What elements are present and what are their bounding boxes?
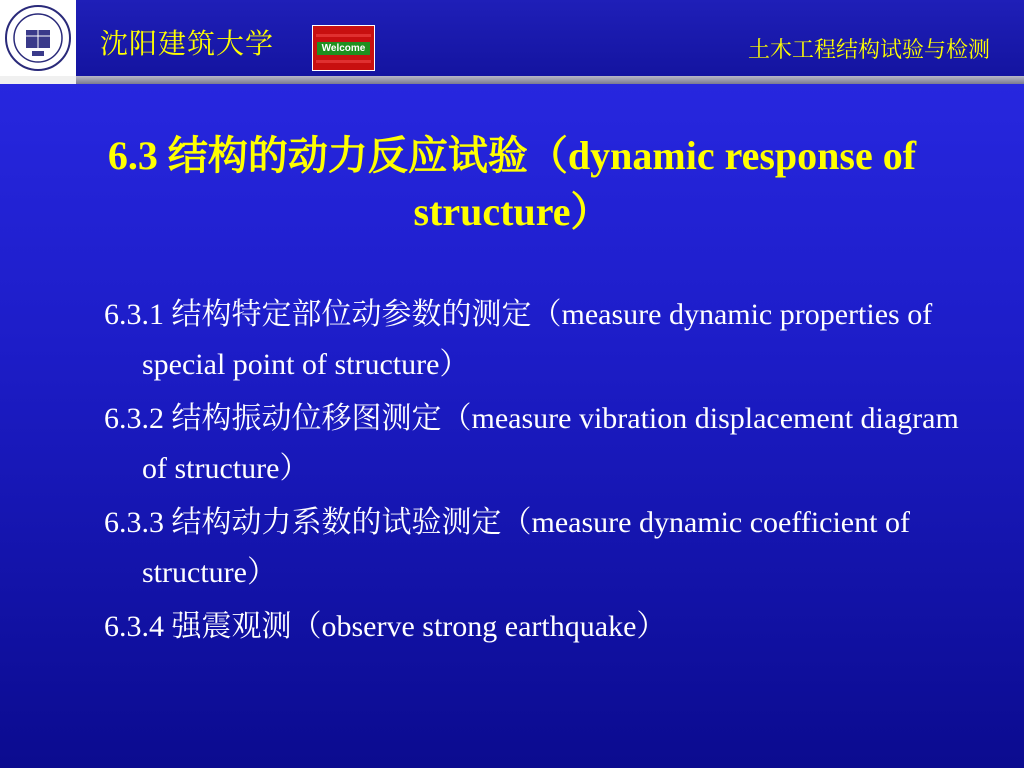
welcome-label: Welcome (317, 42, 370, 55)
university-seal-icon (4, 4, 72, 72)
university-name: 沈阳建筑大学 (100, 27, 275, 60)
course-name: 土木工程结构试验与检测 (747, 38, 990, 63)
slide-content-list (104, 290, 984, 656)
welcome-stripe-bottom (316, 60, 371, 63)
list-item: 6.3.2 结构振动位移图测定（measure vibration displacement diagram of structure） (104, 402, 959, 485)
slide-title: 6.3 结构的动力反应试验（dynamic response of structure） (107, 133, 917, 234)
welcome-badge (312, 25, 375, 71)
list-item: 6.3.4 强震观测（observe strong earthquake） (104, 610, 667, 643)
list-item: 6.3.1 结构特定部位动参数的测定（measure dynamic properties of special point of structure） (104, 298, 933, 381)
university-logo (0, 0, 76, 76)
header-divider (76, 76, 1024, 84)
list-item: 6.3.3 结构动力系数的试验测定（measure dynamic coefficient of structure） (104, 506, 910, 589)
header-divider-left (0, 76, 76, 84)
welcome-stripe-top (316, 34, 371, 37)
slide-header (0, 0, 1024, 76)
